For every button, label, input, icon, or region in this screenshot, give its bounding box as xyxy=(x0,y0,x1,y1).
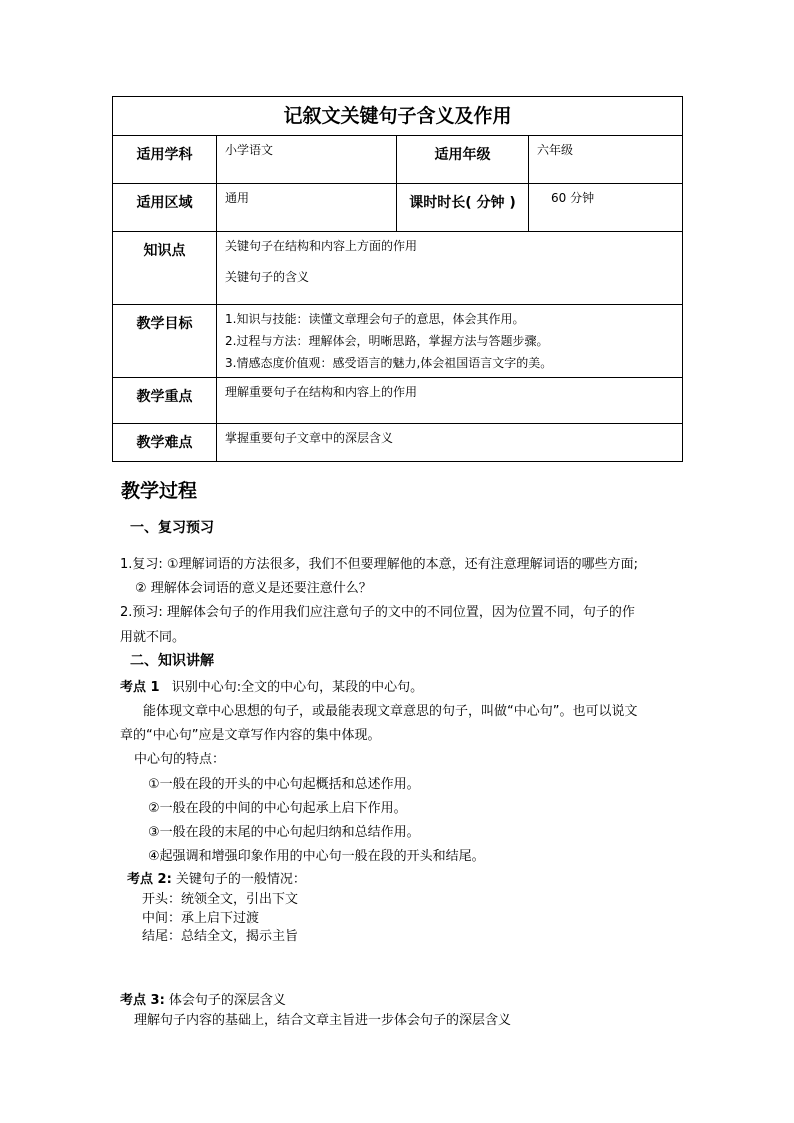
feature-item: ①一般在段的开头的中心句起概括和总述作用。 xyxy=(148,777,420,792)
knowledge-item: 关键句子的含义 xyxy=(225,270,310,284)
review-line-2: ② 理解体会词语的意义是还要注意什么？ xyxy=(135,581,372,596)
subject-label: 适用学科 xyxy=(113,136,217,184)
point-2-item: 中间：承上启下过渡 xyxy=(142,911,260,926)
point-2 xyxy=(127,868,306,887)
key-point-label: 教学重点 xyxy=(113,378,217,424)
review-line-1: 1.复习: ①理解词语的方法很多，我们不但要理解他的本意，还有注意理解词语的哪些方面; xyxy=(120,557,638,572)
difficulty-label: 教学难点 xyxy=(113,424,217,462)
duration-value: 60 分钟 xyxy=(529,184,683,232)
point-3-label: 考点 3: xyxy=(120,993,165,1008)
preview-line-2: 用就不同。 xyxy=(120,630,186,645)
region-label: 适用区域 xyxy=(113,184,217,232)
goal-item: 1.知识与技能：读懂文章理会句子的意思，体会其作用。 xyxy=(225,312,525,326)
feature-item: ④起强调和增强印象作用的中心句一般在段的开头和结尾。 xyxy=(148,849,485,864)
point-1-text: 识别中心句:全文的中心句，某段的中心句。 xyxy=(171,680,424,695)
goal-item: 2.过程与方法：理解体会，明晰思路，掌握方法与答题步骤。 xyxy=(225,334,549,348)
goal-item: 3.情感态度价值观：感受语言的魅力,体会祖国语言文字的美。 xyxy=(225,356,553,370)
point-3-detail: 理解句子内容的基础上，结合文章主旨进一步体会句子的深层含义 xyxy=(134,1013,512,1028)
knowledge-label: 知识点 xyxy=(113,232,217,305)
point-2-item: 结尾：总结全文，揭示主旨 xyxy=(142,929,299,944)
point-2-item: 开头：统领全文，引出下文 xyxy=(142,892,299,907)
point-2-text: 关键句子的一般情况： xyxy=(171,872,306,887)
subject-value: 小学语文 xyxy=(217,136,397,184)
point-1 xyxy=(120,676,423,695)
features-title: 中心句的特点： xyxy=(134,752,226,767)
process-title: 教学过程 xyxy=(121,480,198,502)
grade-label: 适用年级 xyxy=(397,136,529,184)
goals-label: 教学目标 xyxy=(113,305,217,378)
grade-value: 六年级 xyxy=(529,136,683,184)
difficulty-value: 掌握重要句子文章中的深层含义 xyxy=(217,424,683,462)
region-value: 通用 xyxy=(217,184,397,232)
section-review-heading: 一、复习预习 xyxy=(130,520,214,536)
paragraph-1-line-2: 章的“中心句”应是文章写作内容的集中体现。 xyxy=(120,728,381,743)
knowledge-values xyxy=(217,232,683,305)
point-1-label: 考点 1 xyxy=(120,680,160,695)
feature-item: ③一般在段的末尾的中心句起归纳和总结作用。 xyxy=(148,825,420,840)
lesson-info-table xyxy=(112,96,683,462)
lesson-title: 记叙文关键句子含义及作用 xyxy=(113,97,683,136)
feature-item: ②一般在段的中间的中心句起承上启下作用。 xyxy=(148,801,407,816)
goals-values xyxy=(217,305,683,378)
preview-line-1: 2.预习: 理解体会句子的作用我们应注意句子的文中的不同位置，因为位置不同，句子的作 xyxy=(120,605,635,620)
section-knowledge-heading: 二、知识讲解 xyxy=(130,653,214,669)
point-3-text: 体会句子的深层含义 xyxy=(164,993,286,1008)
point-2-label: 考点 2: xyxy=(127,872,172,887)
duration-label: 课时时长( 分钟 ) xyxy=(397,184,529,232)
point-3 xyxy=(120,989,286,1008)
paragraph-1-line-1: 能体现文章中心思想的句子，或最能表现文章意思的句子，叫做“中心句”。也可以说文 xyxy=(143,704,638,719)
key-point-value: 理解重要句子在结构和内容上的作用 xyxy=(217,378,683,424)
knowledge-item: 关键句子在结构和内容上方面的作用 xyxy=(225,239,418,253)
